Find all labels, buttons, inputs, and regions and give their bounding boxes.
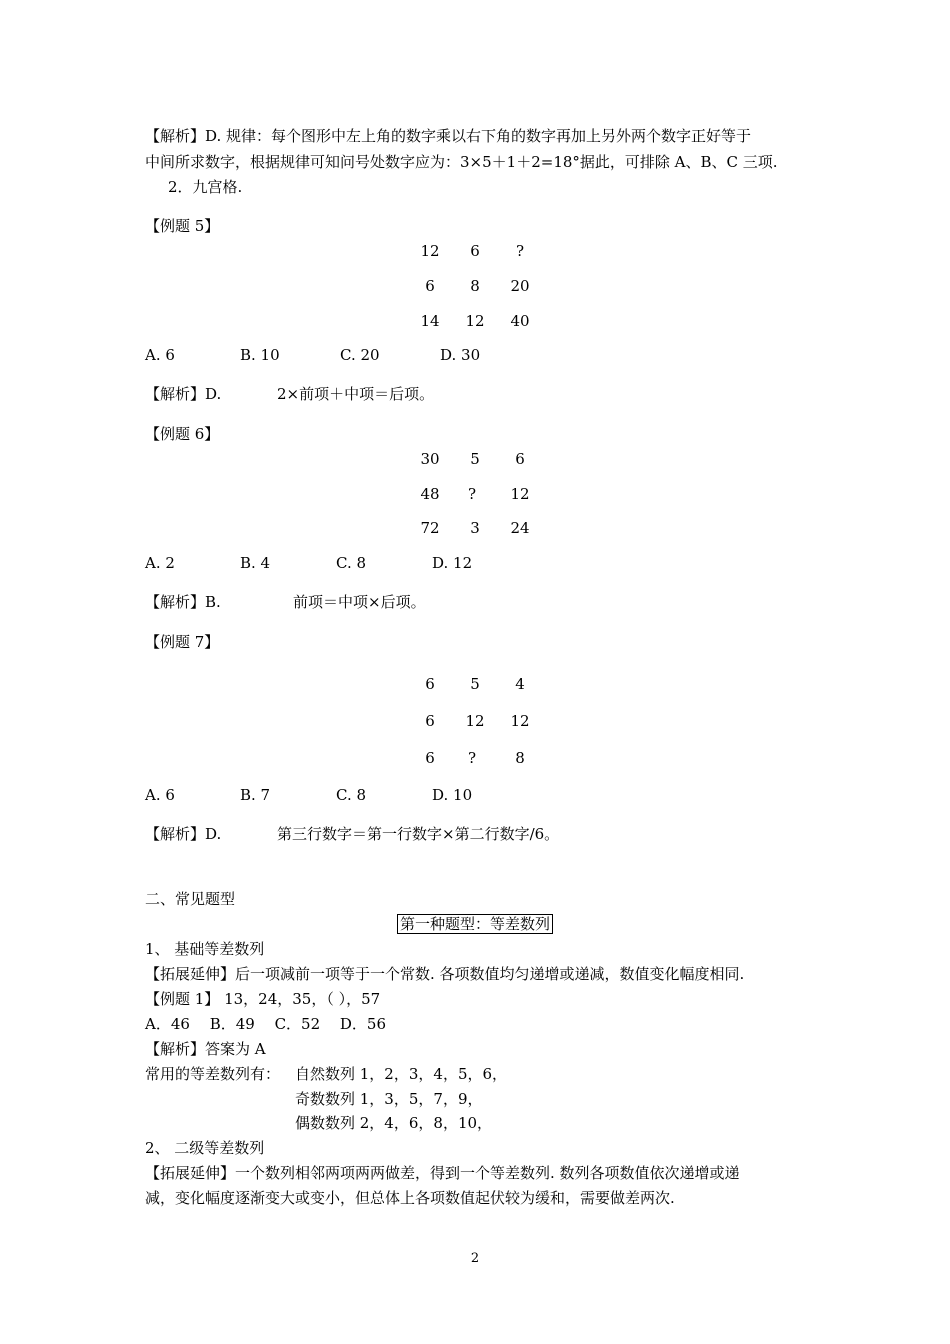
option-a: A. 6	[145, 786, 175, 804]
subsection-2: 2、 二级等差数列	[145, 1139, 265, 1157]
analysis-label: 【解析】D.	[145, 385, 222, 403]
extension-2-line-2: 减，变化幅度逐渐变大或变小，但总体上各项数值起伏较为缓和，需要做差两次.	[145, 1189, 675, 1207]
common-sequences-label: 常用的等差数列有：	[145, 1065, 281, 1083]
grid-cell: 12	[465, 712, 485, 730]
example-7-title: 【例题 7】	[145, 633, 220, 651]
grid-cell: 5	[470, 675, 480, 693]
grid-cell: ?	[467, 485, 477, 503]
grid-cell: 48	[420, 485, 440, 503]
option-d: D. 10	[432, 786, 473, 804]
page-number: 2	[470, 1251, 480, 1266]
section-heading: 二、常见题型	[145, 890, 236, 908]
example-6-title: 【例题 6】	[145, 425, 220, 443]
grid-cell: 4	[515, 675, 525, 693]
grid-cell: 8	[515, 749, 525, 767]
grid-cell: 40	[510, 312, 530, 330]
grid-cell: 12	[510, 485, 530, 503]
grid-cell: 12	[510, 712, 530, 730]
option-b: B. 7	[240, 786, 271, 804]
grid-cell: 8	[470, 277, 480, 295]
grid-cell: ?	[467, 749, 477, 767]
natural-sequence: 自然数列 1，2，3，4，5，6，	[295, 1065, 508, 1083]
even-sequence: 偶数数列 2，4，6，8，10，	[295, 1114, 493, 1132]
example-1-answer: 【解析】答案为 A	[145, 1040, 266, 1058]
grid-cell: 6	[470, 242, 480, 260]
grid-cell: 24	[510, 519, 530, 537]
grid-cell: 6	[425, 749, 435, 767]
option-c: C. 20	[340, 346, 380, 364]
option-a: A. 6	[145, 346, 175, 364]
grid-cell: 30	[420, 450, 440, 468]
section-nine-grid: 2．九宫格.	[168, 178, 243, 196]
analysis-line-2: 中间所求数字，根据规律可知问号处数字应为：3×5＋1＋2=18°据此，可排除 A、B、C 三项.	[145, 153, 778, 171]
boxed-heading: 第一种题型：等差数列	[397, 914, 553, 934]
analysis-text: 第三行数字＝第一行数字×第二行数字/6。	[277, 825, 560, 843]
grid-cell: 6	[425, 675, 435, 693]
extension-1: 【拓展延伸】后一项减前一项等于一个常数. 各项数值均匀递增或递减，数值变化幅度相同.	[145, 965, 745, 983]
option-d: D. 30	[440, 346, 481, 364]
grid-cell: 72	[420, 519, 440, 537]
grid-cell: 12	[420, 242, 440, 260]
grid-cell: 14	[420, 312, 440, 330]
grid-cell: ?	[515, 242, 525, 260]
subsection-1: 1、 基础等差数列	[145, 940, 265, 958]
boxed-heading-wrap	[0, 914, 950, 934]
analysis-line-1: 【解析】D. 规律：每个图形中左上角的数字乘以右下角的数字再加上另外两个数字正好等于	[145, 127, 752, 145]
example-5-title: 【例题 5】	[145, 217, 220, 235]
analysis-text: 2×前项＋中项＝后项。	[277, 385, 435, 403]
example-1: 【例题 1】 13，24，35，（ ），57	[145, 990, 381, 1008]
grid-cell: 12	[465, 312, 485, 330]
option-a: A. 2	[145, 554, 175, 572]
grid-cell: 6	[425, 712, 435, 730]
option-b: B. 4	[240, 554, 271, 572]
grid-cell: 6	[425, 277, 435, 295]
extension-2-line-1: 【拓展延伸】一个数列相邻两项两两做差，得到一个等差数列. 数列各项数值依次递增或递	[145, 1164, 740, 1182]
option-b: B. 10	[240, 346, 280, 364]
grid-cell: 3	[470, 519, 480, 537]
analysis-label: 【解析】D.	[145, 825, 222, 843]
analysis-text: 前项＝中项×后项。	[293, 593, 426, 611]
option-c: C. 8	[336, 786, 367, 804]
grid-cell: 5	[470, 450, 480, 468]
option-d: D. 12	[432, 554, 473, 572]
grid-cell: 6	[515, 450, 525, 468]
option-c: C. 8	[336, 554, 367, 572]
odd-sequence: 奇数数列 1，3，5，7，9，	[295, 1090, 483, 1108]
analysis-label: 【解析】B.	[145, 593, 221, 611]
example-1-options: A．46 B．49 C．52 D．56	[145, 1015, 387, 1033]
grid-cell: 20	[510, 277, 530, 295]
